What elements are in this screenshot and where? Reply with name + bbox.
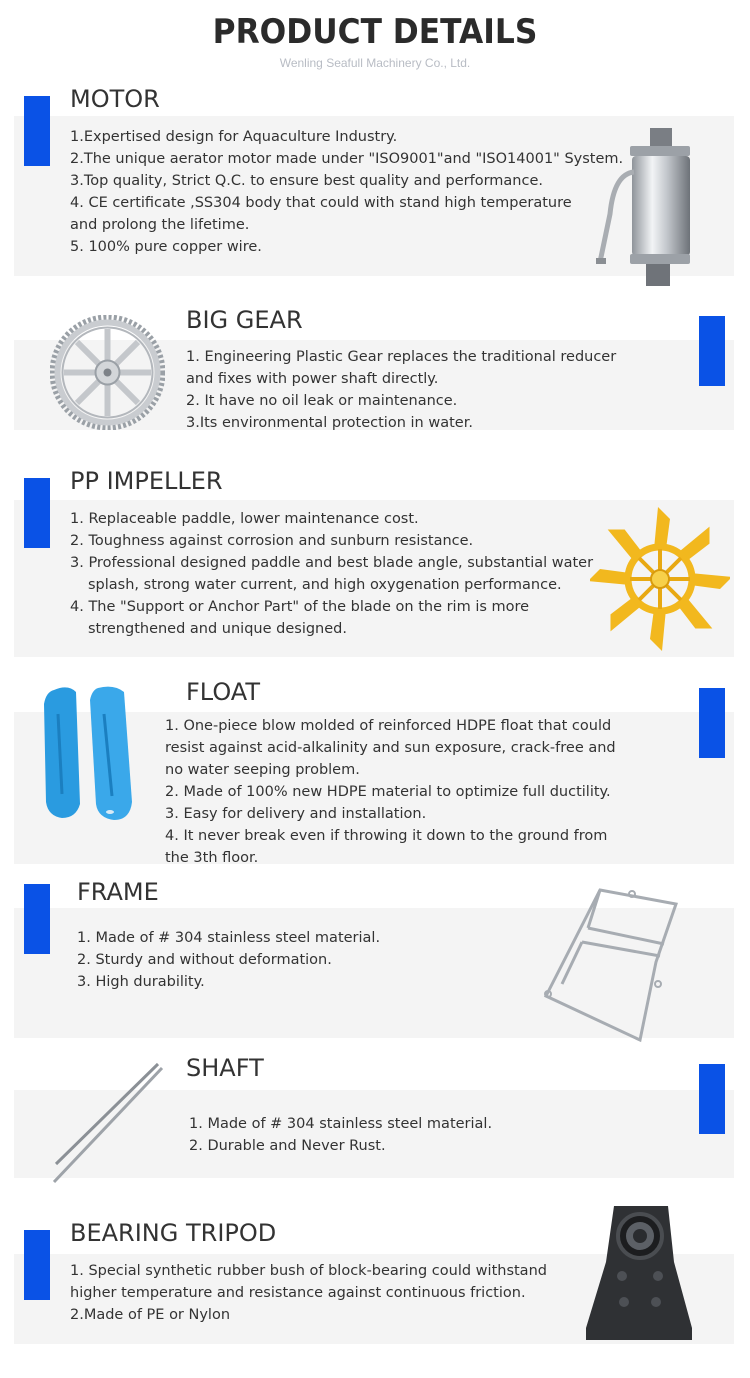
big-gear-line: 1. Engineering Plastic Gear replaces the traditional reducer	[186, 349, 617, 365]
float-accent-bar	[699, 688, 725, 758]
shaft-line: 1. Made of # 304 stainless steel material.	[189, 1116, 493, 1132]
float-title: FLOAT	[186, 678, 261, 706]
frame-line: 2. Sturdy and without deformation.	[77, 952, 332, 968]
impeller-line: 2. Toughness against corrosion and sunburn resistance.	[70, 533, 474, 549]
page-subtitle: Wenling Seafull Machinery Co., Ltd.	[279, 56, 471, 70]
frame-line: 3. High durability.	[77, 974, 205, 990]
motor-line: 5. 100% pure copper wire.	[70, 239, 262, 255]
big-gear-title: BIG GEAR	[186, 306, 303, 334]
float-icon	[40, 684, 140, 824]
float-line: the 3th floor.	[165, 850, 259, 866]
float-line: 1. One-piece blow molded of reinforced HDPE float that could	[165, 718, 612, 734]
float-description	[165, 715, 616, 869]
big-gear-accent-bar	[699, 316, 725, 386]
motor-line: 1.Expertised design for Aquaculture Industry.	[70, 129, 398, 145]
shaft-description	[189, 1113, 492, 1157]
shaft-line: 2. Durable and Never Rust.	[189, 1138, 386, 1154]
big-gear-line: 2. It have no oil leak or maintenance.	[186, 393, 458, 409]
motor-icon	[592, 124, 702, 294]
motor-line: 4. CE certificate ,SS304 body that could with stand high temperature	[70, 195, 572, 211]
motor-description	[70, 126, 623, 258]
frame-description	[77, 927, 380, 993]
gear-icon	[50, 315, 165, 430]
frame-line: 1. Made of # 304 stainless steel material.	[77, 930, 381, 946]
float-line: 4. It never break even if throwing it down to the ground from	[165, 828, 608, 844]
impeller-accent-bar	[24, 478, 50, 548]
shaft-icon	[50, 1060, 165, 1185]
bearing-tripod-line: 1. Special synthetic rubber bush of block-bearing could withstand	[70, 1263, 547, 1279]
motor-title: MOTOR	[70, 85, 160, 113]
motor-line: 2.The unique aerator motor made under "ISO9001"and "ISO14001" System.	[70, 151, 624, 167]
impeller-line: splash, strong water current, and high oxygenation performance.	[88, 577, 562, 593]
float-line: 3. Easy for delivery and installation.	[165, 806, 427, 822]
impeller-icon	[590, 505, 730, 653]
frame-accent-bar	[24, 884, 50, 954]
bearing-tripod-description	[70, 1260, 547, 1326]
bearing-tripod-line: higher temperature and resistance against continuous friction.	[70, 1285, 526, 1301]
big-gear-description	[186, 346, 616, 434]
motor-line: 3.Top quality, Strict Q.C. to ensure best quality and performance.	[70, 173, 543, 189]
bearing-tripod-line: 2.Made of PE or Nylon	[70, 1307, 231, 1323]
impeller-title: PP IMPELLER	[70, 467, 223, 495]
frame-title: FRAME	[77, 878, 159, 906]
impeller-line: 1. Replaceable paddle, lower maintenance cost.	[70, 511, 419, 527]
big-gear-line: and fixes with power shaft directly.	[186, 371, 439, 387]
impeller-line: 3. Professional designed paddle and best blade angle, substantial water	[70, 555, 594, 571]
bearing-tripod-title: BEARING TRIPOD	[70, 1219, 277, 1247]
float-line: no water seeping problem.	[165, 762, 360, 778]
bearing-tripod-icon	[584, 1202, 696, 1342]
float-line: resist against acid-alkalinity and sun exposure, crack-free and	[165, 740, 616, 756]
bearing-tripod-accent-bar	[24, 1230, 50, 1300]
motor-line: and prolong the lifetime.	[70, 217, 250, 233]
page-title: PRODUCT DETAILS	[212, 12, 538, 52]
impeller-line: 4. The "Support or Anchor Part" of the blade on the rim is more	[70, 599, 530, 615]
frame-icon	[540, 884, 685, 1044]
impeller-description	[70, 508, 593, 640]
float-line: 2. Made of 100% new HDPE material to optimize full ductility.	[165, 784, 611, 800]
big-gear-line: 3.Its environmental protection in water.	[186, 415, 473, 431]
impeller-line: strengthened and unique designed.	[88, 621, 347, 637]
shaft-accent-bar	[699, 1064, 725, 1134]
motor-accent-bar	[24, 96, 50, 166]
shaft-title: SHAFT	[186, 1054, 264, 1082]
